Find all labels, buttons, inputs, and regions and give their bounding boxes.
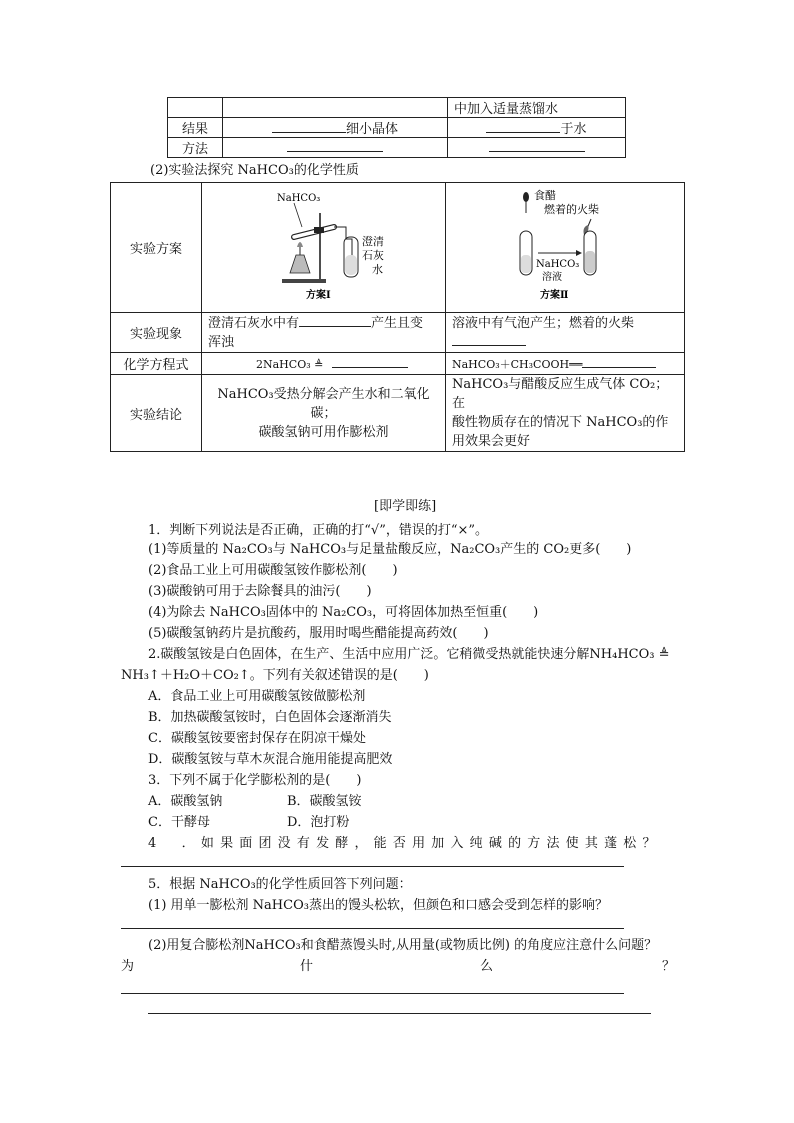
q5-part2: (2)用复合膨松剂NaHCO₃和食醋蒸馒头时,从用量(或物质比例) 的角度应注意什么问题？ bbox=[148, 938, 658, 953]
q5-part2-word: 么 bbox=[480, 959, 494, 974]
answer-blank[interactable] bbox=[272, 120, 346, 133]
answer-blank[interactable] bbox=[299, 314, 371, 327]
answer-line[interactable] bbox=[121, 993, 624, 994]
q1-item: (5)碳酸氢钠药片是抗酸药，服用时喝些醋能提高药效( ) bbox=[148, 626, 489, 641]
answer-blank[interactable] bbox=[486, 120, 560, 133]
answer-blank[interactable] bbox=[452, 333, 526, 346]
answer-blank[interactable] bbox=[582, 355, 656, 368]
answer-line[interactable] bbox=[121, 928, 624, 929]
results-cell-water: 中加入适量蒸馏水 bbox=[448, 98, 626, 118]
answer-blank[interactable] bbox=[287, 139, 383, 152]
label-phenomenon: 实验现象 bbox=[111, 313, 202, 353]
q5-stem: 5．根据 NaHCO₃的化学性质回答下列问题： bbox=[148, 877, 412, 892]
label-equation: 化学方程式 bbox=[111, 353, 202, 375]
heating-apparatus-figure bbox=[202, 183, 445, 308]
q1-item: (1)等质量的 Na₂CO₃与 NaHCO₃与足量盐酸反应，Na₂CO₃产生的 CO₂更多( ) bbox=[148, 542, 632, 557]
q3-option: A．碳酸氢钠 bbox=[148, 794, 223, 809]
answer-blank[interactable] bbox=[332, 355, 408, 368]
plan1-cell bbox=[202, 183, 446, 313]
q5-part1: (1) 用单一膨松剂 NaHCO₃蒸出的馒头松软，但颜色和口感会受到怎样的影响？ bbox=[148, 898, 608, 913]
practice-heading: [即学即练] bbox=[374, 499, 437, 514]
q5-part2-word: 为 bbox=[121, 959, 135, 974]
q3-option: C．干酵母 bbox=[148, 815, 210, 830]
svg-text:方案Ⅱ: 方案Ⅱ bbox=[540, 290, 569, 301]
q1-item: (4)为除去 NaHCO₃固体中的 Na₂CO₃，可将固体加热至恒重( ) bbox=[148, 605, 539, 620]
q2-stem: 2.碳酸氢铵是白色固体，在生产、生活中应用广泛。它稍微受热就能快速分解NH₄HCO₃ ≜ bbox=[148, 647, 670, 662]
results-label: 结果 bbox=[168, 118, 223, 138]
svg-text:水: 水 bbox=[372, 263, 383, 276]
vinegar-experiment-figure bbox=[446, 183, 673, 308]
q2-option: D．碳酸氢铵与草木灰混合施用能提高肥效 bbox=[148, 752, 393, 767]
q2-option: B．加热碳酸氢铵时，白色固体会逐渐消失 bbox=[148, 710, 392, 725]
q2-option: C．碳酸氢铵要密封保存在阴凉干燥处 bbox=[148, 731, 366, 746]
plan2-cell bbox=[446, 183, 685, 313]
q4-stem: 4 ．如果面团没有发酵，能否用加入纯碱的方法使其蓬松？ bbox=[148, 836, 662, 851]
svg-text:NaHCO₃: NaHCO₃ bbox=[277, 193, 321, 204]
q3-stem: 3．下列不属于化学膨松剂的是( ) bbox=[148, 773, 362, 788]
svg-text:燃着的火柴: 燃着的火柴 bbox=[544, 203, 599, 216]
q5-part2-word: 什 bbox=[300, 959, 314, 974]
q1-stem: 1．判断下列说法是否正确，正确的打“√”，错误的打“×”。 bbox=[148, 523, 489, 538]
q5-part2-word: ？ bbox=[662, 959, 676, 974]
q3-option: D．泡打粉 bbox=[287, 815, 350, 830]
label-conclusion: 实验结论 bbox=[111, 375, 202, 452]
answer-blank[interactable] bbox=[489, 139, 585, 152]
svg-text:溶液: 溶液 bbox=[542, 272, 562, 283]
q1-item: (3)碳酸钠可用于去除餐具的油污( ) bbox=[148, 584, 372, 599]
q2-option: A．食品工业上可用碳酸氢铵做膨松剂 bbox=[148, 689, 366, 704]
q1-item: (2)食品工业上可用碳酸氢铵作膨松剂( ) bbox=[148, 563, 398, 578]
svg-text:石灰: 石灰 bbox=[362, 249, 384, 262]
section-title: (2)实验法探究 NaHCO₃的化学性质 bbox=[150, 163, 359, 178]
svg-text:NaHCO₃: NaHCO₃ bbox=[536, 259, 580, 270]
method-label: 方法 bbox=[168, 138, 223, 158]
q2-stem-continued: NH₃↑＋H₂O＋CO₂↑。下列有关叙述错误的是( ) bbox=[121, 668, 429, 683]
svg-text:澄清: 澄清 bbox=[362, 235, 384, 248]
svg-text:方案Ⅰ: 方案Ⅰ bbox=[306, 290, 331, 301]
label-plan: 实验方案 bbox=[111, 183, 202, 313]
answer-line[interactable] bbox=[121, 866, 624, 867]
answer-line[interactable] bbox=[148, 1013, 651, 1014]
svg-text:食醋: 食醋 bbox=[534, 189, 556, 202]
q3-option: B．碳酸氢铵 bbox=[287, 794, 362, 809]
results-table: 中加入适量蒸馏水 结果 细小晶体 于水 方法 bbox=[167, 97, 626, 158]
experiment-table: 实验方案 NaHCO₃ 澄清 石灰 水 方案Ⅰ 食醋 燃着的火柴 NaHCO₃ 溶液 方案Ⅱ 实验现象 澄清石灰水中有 产生且变 浑浊 溶液中有气泡产生；燃着的火柴 化学方程式 2NaHCO₃ ≜ NaHCO₃＋CH₃COOH══ 实验结论 NaHCO₃受热分解会产生水和二氧化碳； 碳酸氢钠可用作膨松剂 NaHCO₃与醋酸反应生成气体 CO₂；在 酸性物质存在的情况下 NaHCO₃的作 用效果会更好 bbox=[110, 182, 685, 452]
